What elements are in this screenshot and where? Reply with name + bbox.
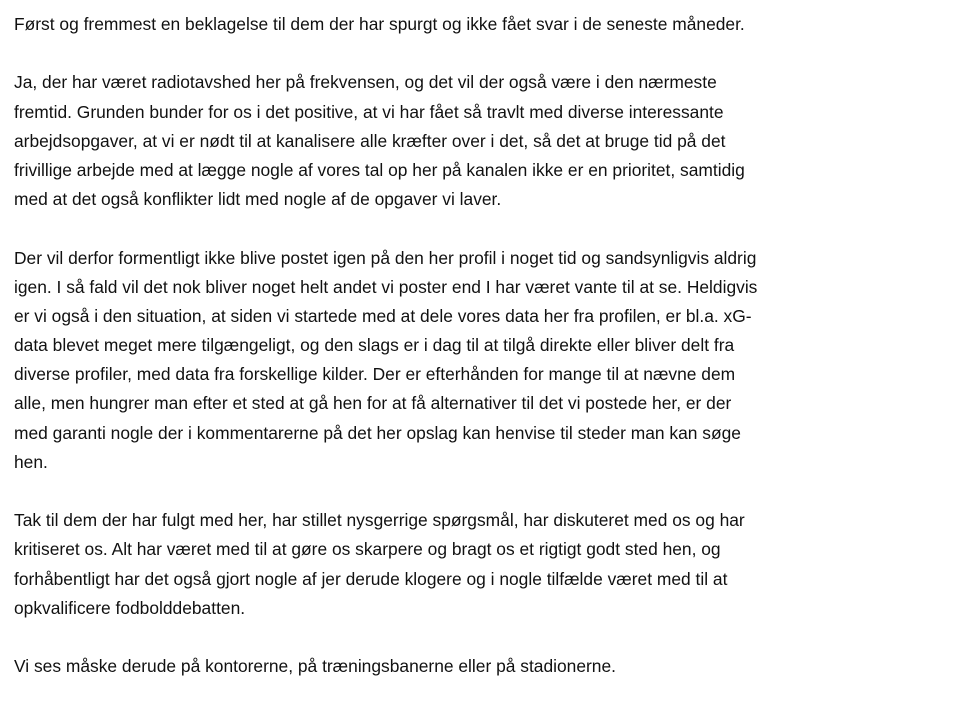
text-line: igen. I så fald vil det nok bliver noget helt andet vi poster end I har været vante til at se. Heldigvis bbox=[14, 276, 758, 297]
text-line: arbejdsopgaver, at vi er nødt til at kanalisere alle kræfter over i det, så det at bruge tid på det bbox=[14, 130, 726, 151]
paragraph-gap bbox=[14, 39, 972, 68]
paragraph-gap bbox=[14, 214, 972, 243]
text-line: frivillige arbejde med at lægge nogle af vores tal op her på kanalen ikke er en prioritet, samtidig bbox=[14, 159, 745, 180]
text-line: med garanti nogle der i kommentarerne på det her opslag kan henvise til steder man kan søge bbox=[14, 422, 741, 443]
text-line: er vi også i den situation, at siden vi startede med at dele vores data her fra profilen, er bl.a. xG- bbox=[14, 305, 752, 326]
text-line: opkvalificere fodbolddebatten. bbox=[14, 597, 246, 618]
text-line: fremtid. Grunden bunder for os i det positive, at vi har fået så travlt med diverse interessante bbox=[14, 101, 724, 122]
text-line: Først og fremmest en beklagelse til dem der har spurgt og ikke fået svar i de seneste måneder. bbox=[14, 14, 745, 34]
paragraph-future-posting bbox=[14, 244, 972, 478]
paragraph-thanks bbox=[14, 506, 972, 623]
paragraph-farewell bbox=[14, 652, 972, 681]
text-line: hen. bbox=[14, 451, 48, 472]
text-line: alle, men hungrer man efter et sted at gå hen for at få alternativer til det vi postede her, er der bbox=[14, 393, 732, 414]
paragraph-apology bbox=[14, 10, 972, 39]
text-line: Ja, der har været radiotavshed her på frekvensen, og det vil der også være i den nærmeste bbox=[14, 72, 717, 93]
paragraph-gap bbox=[14, 623, 972, 652]
text-line: data blevet meget mere tilgængeligt, og den slags er i dag til at tilgå direkte eller bliver delt fra bbox=[14, 335, 735, 356]
paragraph-gap bbox=[14, 477, 972, 506]
text-line: kritiseret os. Alt har været med til at gøre os skarpere og bragt os et rigtigt godt sted hen, og bbox=[14, 539, 721, 560]
text-line: diverse profiler, med data fra forskellige kilder. Der er efterhånden for mange til at nævne dem bbox=[14, 364, 736, 385]
text-line: med at det også konflikter lidt med nogle af de opgaver vi laver. bbox=[14, 189, 502, 210]
text-line: Tak til dem der har fulgt med her, har stillet nysgerrige spørgsmål, har diskuteret med os og har bbox=[14, 510, 745, 531]
text-line: Der vil derfor formentligt ikke blive postet igen på den her profil i noget tid og sandsynligvis aldrig bbox=[14, 247, 757, 268]
text-line: Vi ses måske derude på kontorerne, på træningsbanerne eller på stadionerne. bbox=[14, 656, 616, 677]
text-line: forhåbentligt har det også gjort nogle af jer derude klogere og i nogle tilfælde været med til at bbox=[14, 568, 728, 589]
paragraph-radio-silence bbox=[14, 68, 972, 214]
